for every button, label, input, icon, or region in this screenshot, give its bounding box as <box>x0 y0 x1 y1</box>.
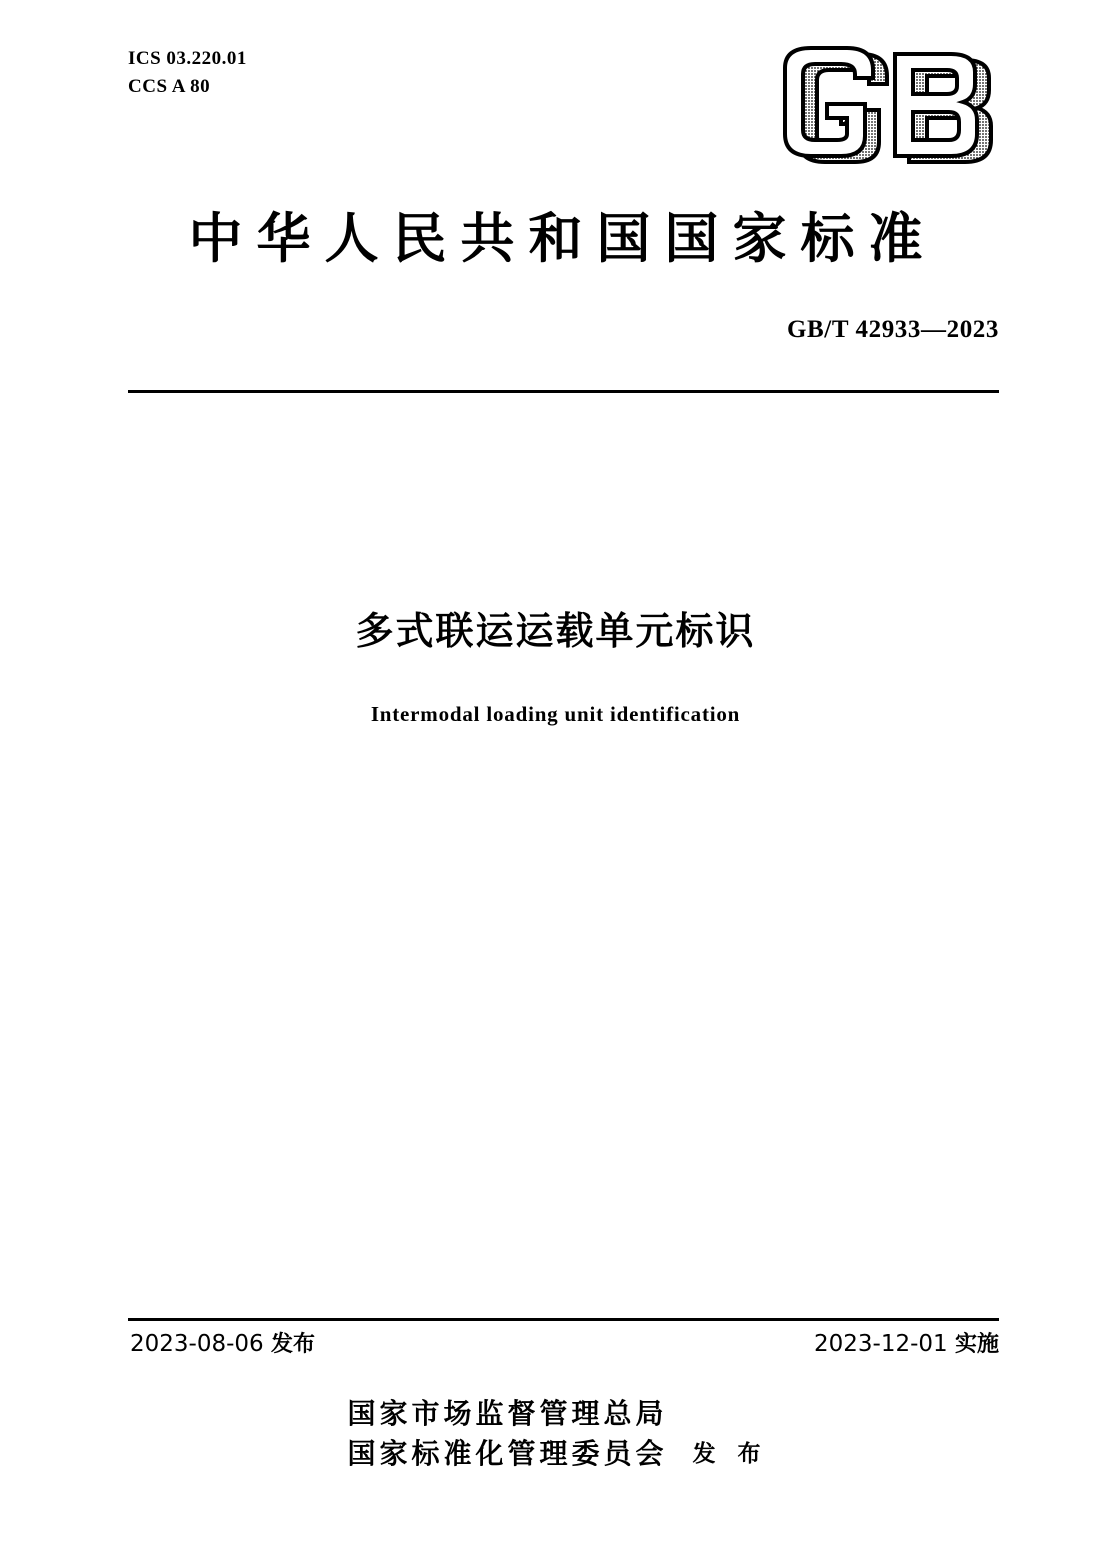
implementation-date-label: 实施 <box>954 1331 999 1357</box>
publisher-action-label: 发 布 <box>692 1439 768 1467</box>
publisher-block <box>0 1394 1111 1474</box>
issue-date-label: 发布 <box>270 1331 315 1357</box>
implementation-date <box>814 1327 999 1358</box>
national-standard-title: 中华人民共和国国家标准 <box>188 206 937 270</box>
issue-date-value: 2023-08-06 <box>130 1331 264 1357</box>
gb-emblem-icon <box>769 40 999 170</box>
footer-divider <box>128 1318 999 1321</box>
classification-codes <box>128 45 247 100</box>
publisher-line-1: 国家市场监督管理总局 <box>347 1397 668 1430</box>
header-divider <box>128 390 999 393</box>
standard-number: GB/T 42933—2023 <box>786 316 999 343</box>
issue-date <box>130 1327 315 1358</box>
publisher-organizations <box>343 1394 667 1474</box>
document-title-english: Intermodal loading unit identification <box>370 702 741 726</box>
publisher-line-2: 国家标准化管理委员会 <box>347 1436 668 1470</box>
ccs-code: CCS A 80 <box>128 75 211 97</box>
ics-code: ICS 03.220.01 <box>128 48 247 69</box>
implementation-date-value: 2023-12-01 <box>814 1331 948 1357</box>
document-title-chinese: 多式联运运载单元标识 <box>355 608 756 653</box>
